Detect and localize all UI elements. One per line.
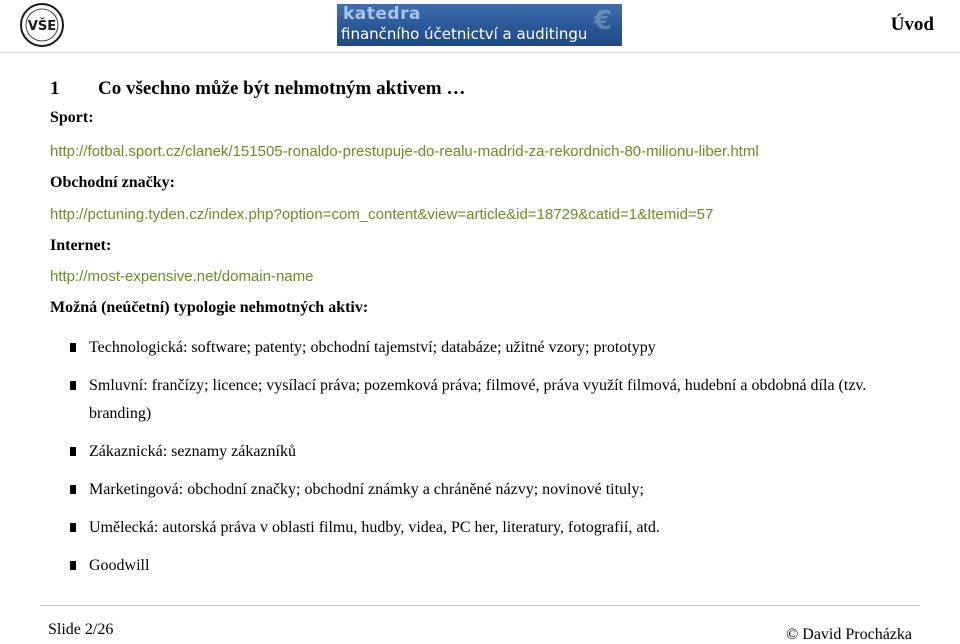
banner-watermark-icon: €	[593, 6, 612, 36]
list-item-text: Goodwill	[89, 557, 150, 574]
list-item	[70, 476, 930, 504]
banner-title: katedra	[343, 4, 421, 24]
list-item-text: Technologická: software; patenty; obchodní tajemství; databáze; užitné vzory; prototypy	[89, 339, 656, 356]
square-bullet-icon	[70, 561, 76, 570]
source-link-internet[interactable]: http://most-expensive.net/domain-name	[50, 268, 314, 285]
vse-logo-icon	[18, 2, 66, 48]
list-item-text: Marketingová: obchodní značky; obchodní známky a chráněné názvy; novinové tituly;	[89, 481, 644, 498]
source-label-brands: Obchodní značky:	[50, 174, 175, 191]
list-item	[70, 552, 930, 580]
source-label-sport: Sport:	[50, 109, 94, 126]
list-item-text: Umělecká: autorská práva v oblasti filmu, hudby, videa, PC her, literatury, fotografií, atd.	[89, 519, 660, 536]
typology-label: Možná (neúčetní) typologie nehmotných aktiv:	[50, 299, 369, 316]
list-item	[70, 334, 930, 362]
heading-text: Co všechno může být nehmotným aktivem …	[98, 78, 466, 99]
department-banner	[337, 4, 622, 46]
slide-heading	[50, 78, 465, 100]
header-divider	[0, 52, 960, 53]
typology-list	[70, 334, 930, 590]
list-item	[70, 438, 930, 466]
source-link-brands[interactable]: http://pctuning.tyden.cz/index.php?option=com_content&view=article&id=18729&catid=1&Itemid=57	[50, 206, 714, 223]
heading-number: 1	[50, 78, 60, 99]
slide-number: Slide 2/26	[48, 621, 114, 638]
square-bullet-icon	[70, 523, 76, 532]
banner-subtitle: finančního účetnictví a auditingu	[341, 25, 588, 43]
section-title: Úvod	[890, 14, 934, 35]
svg-text:VŠE: VŠE	[27, 19, 57, 34]
list-item	[70, 514, 930, 542]
footer-divider	[40, 605, 920, 606]
list-item	[70, 372, 930, 428]
square-bullet-icon	[70, 381, 76, 390]
square-bullet-icon	[70, 447, 76, 456]
slide-header	[0, 0, 960, 50]
source-label-internet: Internet:	[50, 237, 112, 254]
source-link-sport[interactable]: http://fotbal.sport.cz/clanek/151505-ronaldo-prestupuje-do-realu-madrid-za-rekordnich-80-milionu-liber.html	[50, 143, 759, 160]
list-item-text: Zákaznická: seznamy zákazníků	[89, 443, 296, 460]
square-bullet-icon	[70, 343, 76, 352]
square-bullet-icon	[70, 485, 76, 494]
author-credit: © David Procházka	[786, 626, 912, 643]
list-item-text: Smluvní: frančízy; licence; vysílací práva; pozemková práva; filmové, práva využít filmová, hudební a obdobná díla (tzv. branding)	[89, 377, 867, 422]
